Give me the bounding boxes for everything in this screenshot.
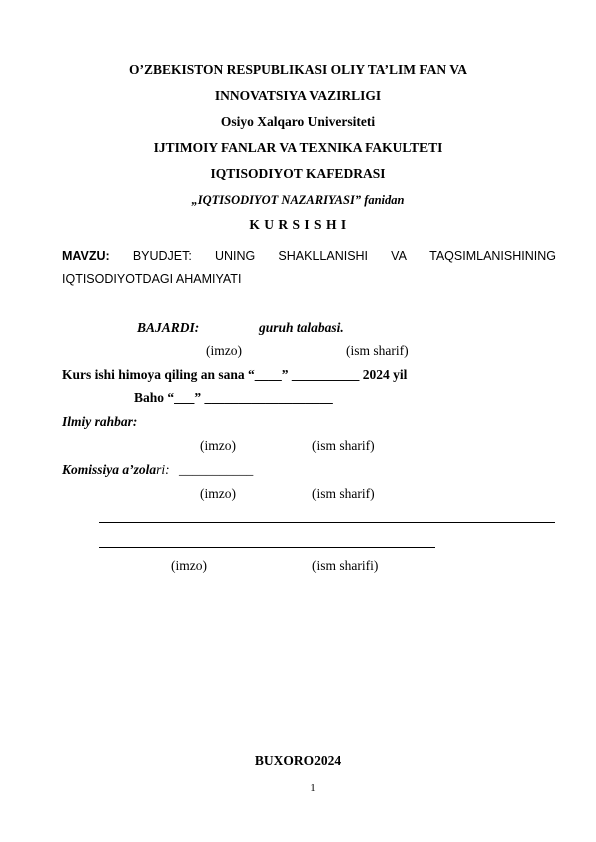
subject-name: „IQTISODIYOT NAZARIYASI” fanidan <box>191 193 405 207</box>
commission-label-suffix: ri: <box>156 462 170 477</box>
grade-line: Baho “___” ___________________ <box>134 390 333 405</box>
group-student-label: guruh talabasi. <box>259 320 344 335</box>
topic-label: MAVZU: <box>62 249 110 263</box>
department-name: IQTISODIYOT KAFEDRASI <box>210 166 386 181</box>
document-type: K U R S I S H I <box>249 217 347 232</box>
commission-last-signature-caption: (imzo) <box>171 558 207 573</box>
university-name: Osiyo Xalqaro Universiteti <box>220 114 376 129</box>
commission-rule-1 <box>99 522 555 523</box>
commission-label <box>62 462 253 478</box>
performer-label: BAJARDI: <box>137 320 200 335</box>
supervisor-label: Ilmiy rahbar: <box>62 414 138 429</box>
performer-name-caption: (ism sharif) <box>346 343 409 358</box>
supervisor-signature-caption: (imzo) <box>200 438 236 453</box>
commission-signature-caption: (imzo) <box>200 486 236 501</box>
topic-text-line-2: IQTISODIYOTDAGI AHAMIYATI <box>62 272 242 286</box>
defense-date-line: Kurs ishi himoya qiling an sana “____” __________ 2024 yil <box>62 367 408 382</box>
page-number: 1 <box>310 782 316 794</box>
performer-signature-caption: (imzo) <box>206 343 242 358</box>
faculty-name: IJTIMOIY FANLAR VA TEXNIKA FAKULTETI <box>153 140 443 155</box>
ministry-line-2: INNOVATSIYA VAZIRLIGI <box>214 88 382 103</box>
ministry-line-1: O’ZBEKISTON RESPUBLIKASI OLIY TA’LIM FAN VA <box>129 62 467 77</box>
topic-line-1 <box>62 245 556 268</box>
commission-label-prefix: Komissiya a’zola <box>62 462 157 477</box>
commission-last-name-caption: (ism sharifi) <box>312 558 379 573</box>
commission-name-caption: (ism sharif) <box>312 486 375 501</box>
topic-text-line-1: BYUDJET: UNING SHAKLLANISHI VA TAQSIMLANISHINING <box>132 249 556 263</box>
commission-blank: ___________ <box>179 462 254 477</box>
supervisor-name-caption: (ism sharif) <box>312 438 375 453</box>
city-year: BUXORO2024 <box>254 753 342 768</box>
commission-rule-2 <box>99 547 435 548</box>
